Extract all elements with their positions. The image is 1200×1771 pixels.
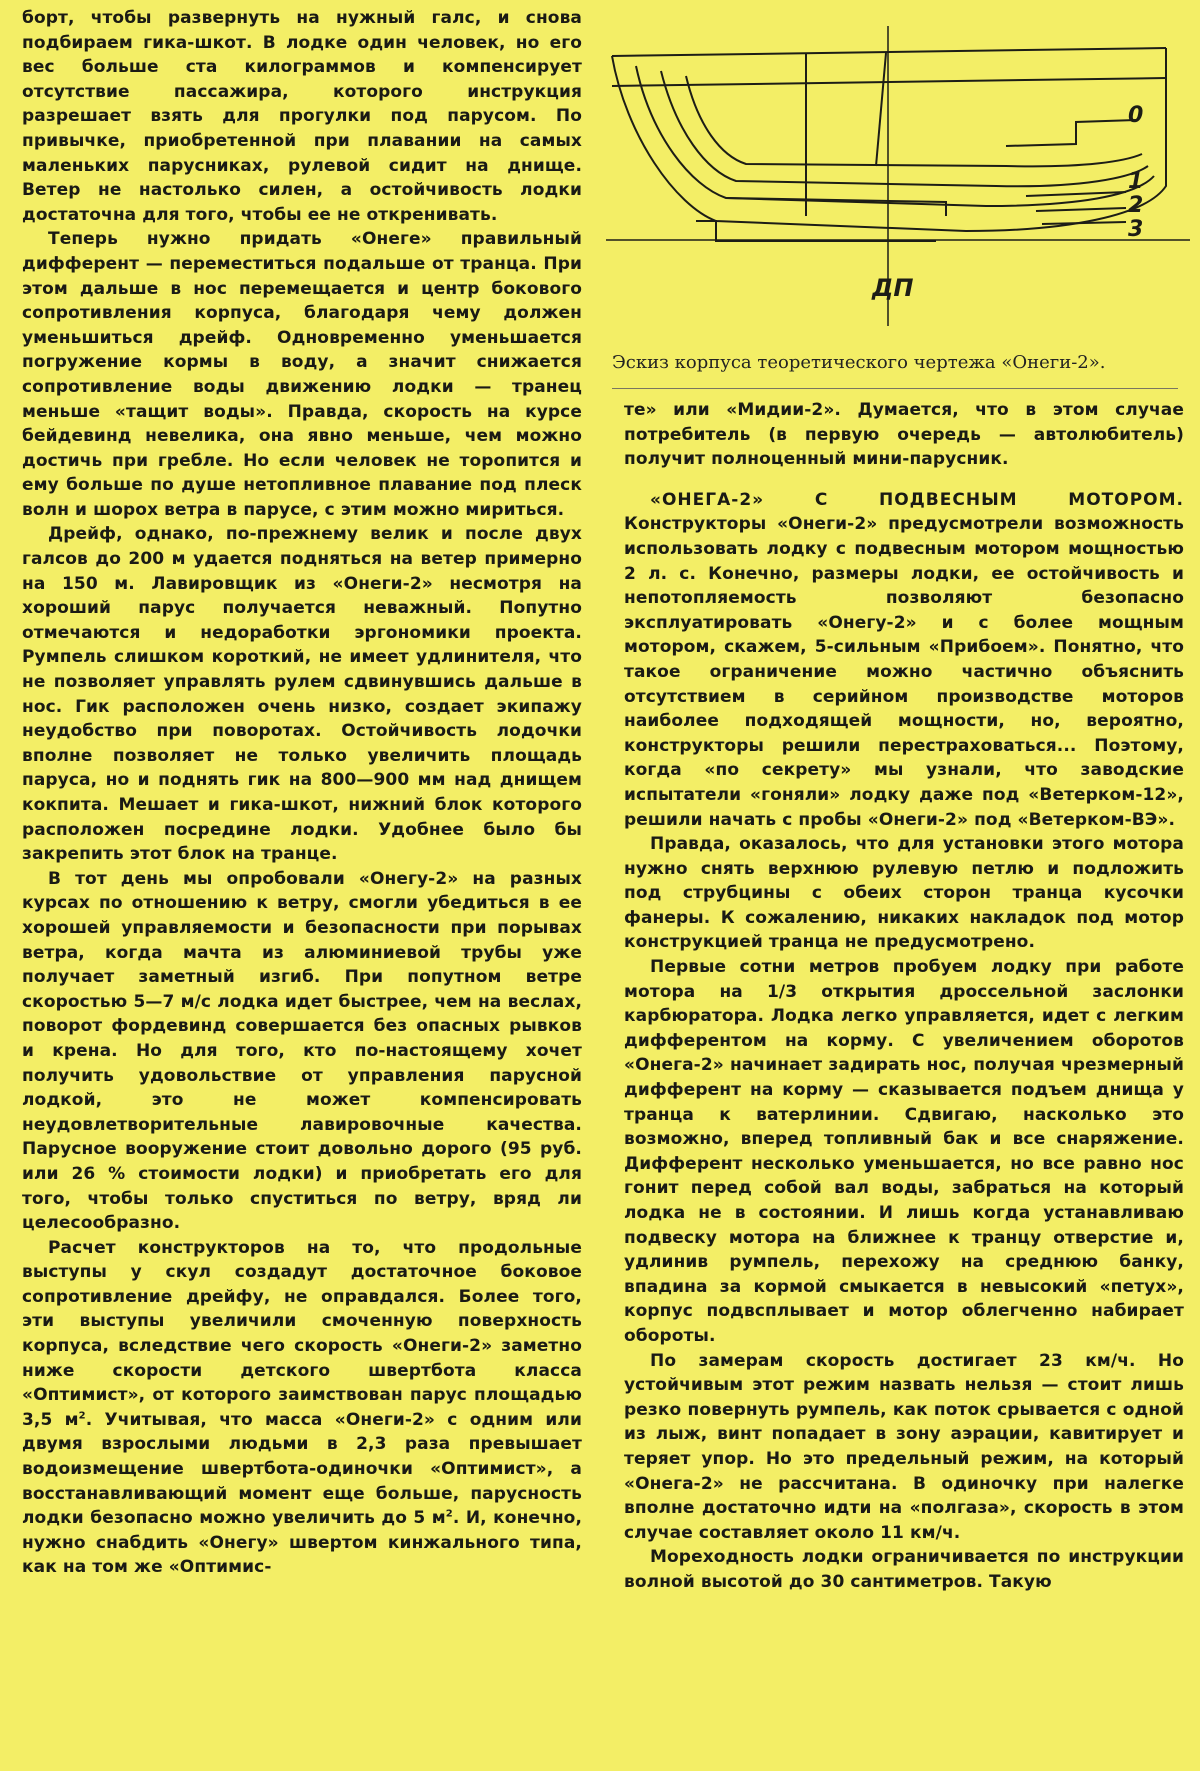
section-heading: «ОНЕГА-2» С ПОДВЕСНЫМ МОТОРОМ.	[650, 489, 1184, 510]
paragraph: Мореходность лодки ограничивается по инструкции волной высотой до 30 сантиметров. Такую	[624, 1547, 1184, 1592]
hull-lines-drawing	[606, 26, 1190, 356]
paragraph-text: открытия дроссельной заслонки карбюратора. Лодка легко управляется, идет с легким дифферентом на корму. С увеличением оборотов «Онега-2» начинает задирать нос, получая чрезмерный дифферент на корму — сказывается подъем днища у транца к ватерлинии. Сдвигаю, насколько это возможно, вперед топливный бак и все снаряжение. Дифферент несколько уменьшается, но все равно нос гонит перед собой вал воды, забраться на который лодка не в состоянии. И лишь когда устанавливаю подвеску мотора на ближнее к транцу отверстие и, удлинив румпель, перехожу на среднюю банку, впадина за кормой смыкается в невысокий «петух», корпус подвсплывает и мотор облегченно набирает обороты.	[624, 981, 1184, 1346]
superscript: 2	[78, 1410, 86, 1422]
paragraph-text: Первые сотни метров пробуем лодку при работе мотора на	[624, 957, 1184, 1002]
paragraph: Правда, оказалось, что для установки этого мотора нужно снять верхнюю рулевую петлю и подложить под струбцины с обеих сторон транца кусочки фанеры. К сожалению, никаких накладок под мотор конструкцией транца не предусмотрено.	[624, 834, 1184, 953]
paragraph	[624, 488, 1184, 832]
buttock-line	[686, 76, 1142, 166]
waterline-station	[1042, 222, 1126, 224]
paragraph: те» или «Мидии-2». Думается, что в этом случае потребитель (в первую очередь — автолюбитель) получит полноценный мини-парусник.	[624, 400, 1184, 470]
paragraph-text: . Учитывая, что масса «Онеги-2» с одним или двумя взрослыми людьми в 2,3 раза превышает водоизмещение швертбота-одиночки «Оптимист», а восстанавливающий момент еще больше, парусность лодки безопасно можно увеличить до 5 м	[22, 1409, 582, 1529]
hull-sketch-figure	[606, 26, 1190, 376]
station-label-0: 0	[1128, 103, 1144, 128]
paragraph-text: Расчет конструкторов на то, что продольные выступы у скул создадут достаточное боковое сопротивление дрейфу, не оправдался. Более того, эти выступы увеличили смоченную поверхность корпуса, вследствие чего скорость «Онеги-2» заметно ниже скорости детского швертбота класса «Оптимист», от которого заимствован парус площадью 3,5 м	[22, 1237, 582, 1430]
paragraph	[624, 955, 1184, 1349]
paragraph: борт, чтобы развернуть на нужный галс, и снова подбираем гика-шкот. В лодке один человек, но его вес больше ста килограммов и компенсирует отсутствие пассажира, которого инструкция разрешает взять для прогулки под парусом. По привычке, приобретенной при плавании на самых маленьких парусниках, рулевой сидит на днище. Ветер не настолько силен, а остойчивость лодки достаточна для того, чтобы ее не откренивать.	[22, 8, 582, 225]
right-text-column	[624, 398, 1184, 1595]
waterline-station	[1036, 208, 1126, 211]
paragraph	[22, 1236, 582, 1580]
station-label-1: 1	[1128, 169, 1144, 194]
paragraph-text: . И, конечно, нужно снабдить «Онегу» швертом кинжального типа, как на том же «Оптимис-	[22, 1508, 583, 1578]
sheer-line	[612, 48, 1166, 56]
chine-line	[1006, 120, 1136, 146]
station-line	[876, 53, 886, 166]
station-label-2: 2	[1128, 193, 1144, 218]
left-text-column	[22, 6, 582, 1580]
figure-caption: Эскиз корпуса теоретического чертежа «Онеги-2».	[612, 352, 1106, 373]
buttock-line	[661, 71, 1148, 186]
paragraph: Дрейф, однако, по-прежнему велик и после двух галсов до 200 м удается подняться на ветер примерно на 150 м. Лавировщик из «Онеги-2» несмотря на хороший парус получается неважный. Попутно отмечаются и недоработки эргономики проекта. Румпель слишком короткий, не имеет удлинителя, что не позволяет управлять рулем сдвинувшись дальше в нос. Гик расположен очень низко, создает экипажу неудобство при поворотах. Остойчивость лодочки вполне позволяет не только увеличить площадь паруса, но и поднять гик на 800—900 мм над днищем кокпита. Мешает и гика-шкот, нижний блок которого расположен посредине лодки. Удобнее было бы закрепить этот блок на транце.	[22, 524, 582, 865]
divider	[612, 388, 1178, 389]
fraction: 1/3	[766, 981, 798, 1002]
station-label-3: 3	[1128, 217, 1144, 242]
superscript: 2	[445, 1508, 453, 1520]
waterline	[612, 78, 1166, 86]
paragraph: По замерам скорость достигает 23 км/ч. Но устойчивым этот режим назвать нельзя — стоит лишь резко повернуть румпель, как поток срывается с одной из лыж, винт попадает в зону аэрации, кавитирует и теряет упор. Но это предельный режим, на который «Онега-2» не рассчитана. В одиночку при налегке вполне достаточно идти на «полгаза», скорость в этом случае составляет около 11 км/ч.	[624, 1350, 1184, 1543]
paragraph: Теперь нужно придать «Онеге» правильный дифферент — переместиться подальше от транца. При этом дальше в нос перемещается и центр бокового сопротивления корпуса, благодаря чему должен уменьшиться дрейф. Одновременно уменьшается погружение кормы в воду, а значит снижается сопротивление воды движению лодки — транец меньше «тащит воды». Правда, скорость на курсе бейдевинд невелика, она явно меньше, чем можно достичь при гребле. Но если человек не торопится и ему больше по душе нетопливное плавание под плеск волн и шорох ветра в парусе, с этим можно мириться.	[22, 229, 582, 520]
bottom-step	[726, 198, 946, 216]
paragraph-text: Конструкторы «Онеги-2» предусмотрели возможность использовать лодку с подвесным мотором мощностью 2 л. с. Конечно, размеры лодки, ее остойчивость и непотопляемость позволяют безопасно эксплуатировать «Онегу-2» и с более мощным мотором, скажем, 5-сильным «Прибоем». Понятно, что такое ограничение можно частично объяснить отсутствием в серийном производстве моторов наиболее подходящей мощности, но, вероятно, конструкторы решили перестраховаться... Поэтому, когда «по секрету» мы узнали, что заводские испытатели «гоняли» лодку даже под «Ветерком-12», решили начать с пробы «Онеги-2» под «Ветерком-ВЭ».	[624, 514, 1184, 830]
paragraph: В тот день мы опробовали «Онегу-2» на разных курсах по отношению к ветру, смогли убедиться в ее хорошей управляемости и безопасности при порывах ветра, когда мачта из алюминиевой трубы уже получает заметный изгиб. При попутном ветре скоростью 5—7 м/с лодка идет быстрее, чем на веслах, поворот фордевинд совершается без опасных рывков и крена. Но для того, кто по-настоящему хочет получить удовольствие от управления парусной лодкой, это не может компенсировать неудовлетворительные лавировочные качества. Парусное вооружение стоит довольно дорого (95 руб. или 26 % стоимости лодки) и приобретать его для того, чтобы только спуститься по ветру, вряд ли целесообразно.	[22, 868, 582, 1234]
centerline-label: ДП	[872, 274, 914, 302]
